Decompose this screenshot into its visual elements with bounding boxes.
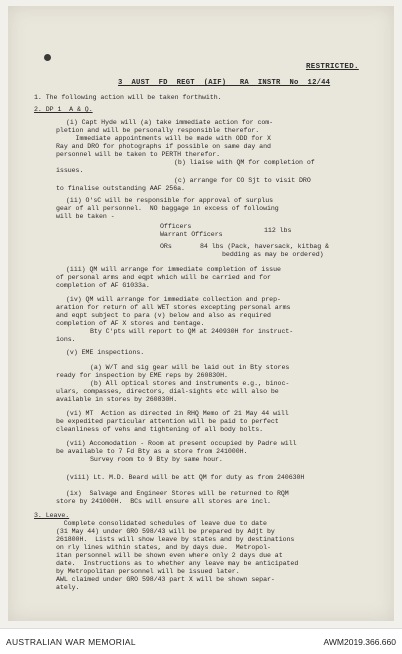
text-line: will be taken - <box>56 213 115 220</box>
text-line: Survey room to 9 Bty by same hour. <box>90 456 223 463</box>
text-line: itan personnel will be shown even where only 2 days due at <box>56 552 283 559</box>
text-line: (ix) Salvage and Engineer Stores will be returned to RQM <box>66 490 289 497</box>
text-line: (iii) QM will arrange for immediate completion of issue <box>66 266 281 273</box>
document-title: 3 AUST FD REGT (AIF) RA INSTR No 12/44 <box>118 79 331 87</box>
text-line: (viii) Lt. M.D. Beard will be att QM for duty as from 240630H <box>66 474 305 481</box>
text-line: Ray and DRO for photographs if possible on same day and <box>56 143 271 150</box>
security-classification: RESTRICTED. <box>306 63 359 71</box>
text-line: Complete consolidated schedules of leave due to date <box>52 520 267 527</box>
text-line: (a) W/T and sig gear will be laid out in Bty stores <box>90 364 290 371</box>
text-line: be available to 7 Fd Bty as a store from 241000H. <box>56 448 248 455</box>
text-line: on rly lines within states, and by days due. Metropol- <box>56 544 271 551</box>
text-line: (v) EME inspections. <box>66 349 145 356</box>
institution-name: AUSTRALIAN WAR MEMORIAL <box>6 637 136 647</box>
document-page <box>8 6 394 621</box>
text-line: ready for inspection by EME reps by 260830H. <box>56 372 228 379</box>
text-line: 261800H. Lists will show leave by states and by destinations <box>56 536 295 543</box>
text-line: of personal arms and eqpt which will be carried and for <box>56 274 271 281</box>
text-line: 1. The following action will be taken forthwith. <box>34 94 222 101</box>
text-line: (ii) O'sC will be responsible for approval of surplus <box>66 197 274 204</box>
accession-number: AWM2019.366.660 <box>323 637 396 647</box>
text-line: ately. <box>56 584 80 591</box>
text-line: (vii) Accomodation - Room at present occupied by Padre will <box>66 440 297 447</box>
text-line: ulars, compasses, directors, dial-sights etc will also be <box>56 388 279 395</box>
text-line: 84 lbs (Pack, haversack, kitbag & <box>200 243 329 250</box>
text-line: ions. <box>56 336 76 343</box>
text-line: personnel will be taken to PERTH therefor. <box>56 151 221 158</box>
text-line: aration for return of all WET stores excepting personal arms <box>56 304 291 311</box>
text-line: pletion and will be personally responsible therefor. <box>56 127 260 134</box>
text-line: (c) arrange for CO Sjt to visit DRO <box>174 177 311 184</box>
text-line: date. Instructions as to whether any leave may be anticipated <box>56 560 299 567</box>
text-line: Immediate appointments will be made with ODD for X <box>56 135 271 142</box>
text-line: Bty C'pts will report to QM at 240930H for instruct- <box>90 328 294 335</box>
text-line: AWL claimed under GRO 598/43 part X will be shown separ- <box>56 576 275 583</box>
text-line: cleanliness of vehs and tightening of all body bolts. <box>56 426 264 433</box>
text-line: gear of all personnel. NO baggage in excess of following <box>56 205 279 212</box>
footer-bar <box>0 628 402 654</box>
text-line: 2. DP 1 A & Q. <box>34 106 93 113</box>
text-line: Warrant Officers <box>160 231 223 238</box>
punch-hole <box>44 54 51 61</box>
text-line: (b) liaise with QM for completion of <box>174 159 315 166</box>
text-line: bedding as may be ordered) <box>222 251 324 258</box>
text-line: ORs <box>160 243 172 250</box>
text-line: (b) All optical stores and instruments e.g., binoc- <box>90 380 290 387</box>
text-line: (iv) QM will arrange for immediate collection and prep- <box>66 296 281 303</box>
text-line: 112 lbs <box>264 227 292 234</box>
text-line: available in stores by 260830H. <box>56 396 178 403</box>
text-line: completion of AF G1033a. <box>56 282 150 289</box>
text-line: to finalise outstanding AAF 256a. <box>56 185 185 192</box>
text-line: and eqpt subject to para (v) below and also as required <box>56 312 271 319</box>
text-line: by Metropolitan personnel will be issued later. <box>56 568 240 575</box>
text-line: issues. <box>56 167 84 174</box>
text-line: Officers <box>160 223 192 230</box>
text-line: be expedited particular attention will be paid to perfect <box>56 418 279 425</box>
text-line: completion of AF X stores and tentage. <box>56 320 205 327</box>
text-line: 3. Leave. <box>34 512 70 519</box>
text-line: (31 May 44) under GRO 598/43 will be prepared by Adjt by <box>56 528 275 535</box>
text-line: store by 241000H. BCs will ensure all stores are incl. <box>56 498 271 505</box>
text-line: (vi) MT Action as directed in RHQ Memo of 21 May 44 will <box>66 410 289 417</box>
text-line: (i) Capt Hyde will (a) take immediate action for com- <box>66 119 274 126</box>
